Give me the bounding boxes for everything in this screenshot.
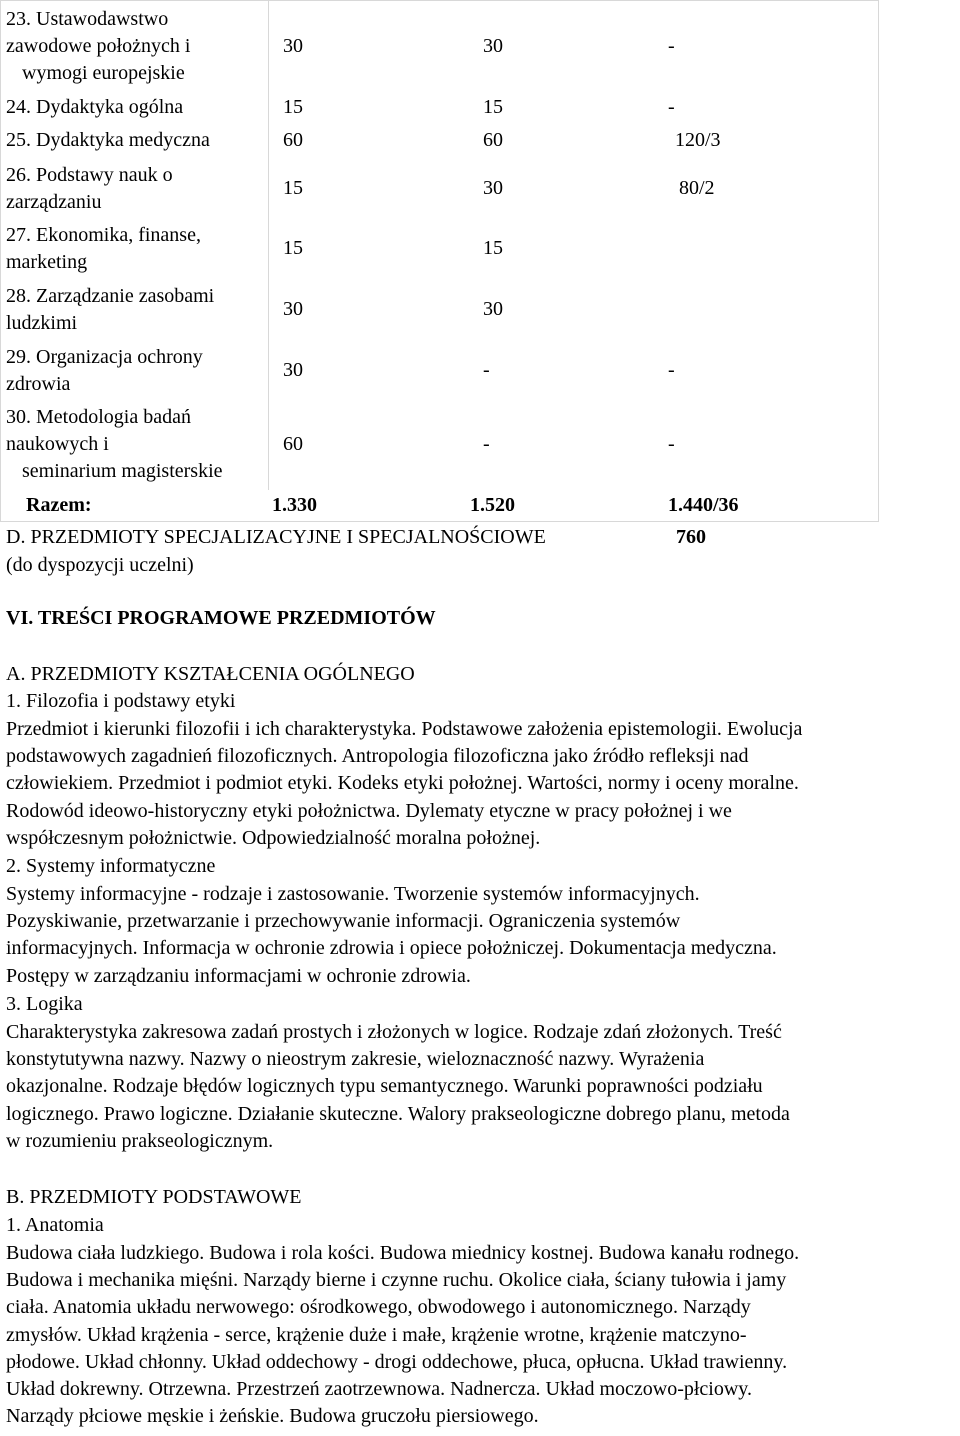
hours-cell: 15 xyxy=(483,96,503,118)
section-d-value: 760 xyxy=(676,526,706,548)
text-line: Charakterystyka zakresowa zadań prostych i złożonych w logice. Rodzaje zdań złożonych. Treść xyxy=(6,1021,782,1043)
text-line: w rozumieniu prakseologicznym. xyxy=(6,1129,274,1152)
text-line: logicznego. Prawo logiczne. Działanie skuteczne. Walory prakseologiczne dobrego planu, metoda xyxy=(6,1102,790,1125)
subject-heading: 1. Filozofia i podstawy etyki xyxy=(6,690,236,712)
table-border-col xyxy=(268,0,269,490)
text-line: okazjonalne. Rodzaje błędów logicznych typu semantycznego. Warunki poprawności podziału xyxy=(6,1075,763,1098)
text-line: współczesnym położnictwie. Odpowiedzialność moralna położnej. xyxy=(6,826,541,849)
subject-line: naukowych i xyxy=(6,433,109,455)
subject-line: seminarium magisterskie xyxy=(22,460,223,482)
subject-line: zawodowe położnych i xyxy=(6,35,191,57)
curriculum-table xyxy=(0,0,880,522)
section-b-heading: B. PRZEDMIOTY PODSTAWOWE xyxy=(6,1186,302,1208)
subject-line: wymogi europejskie xyxy=(22,62,185,84)
subject-heading: 3. Logika xyxy=(6,993,83,1015)
hours-cell: 30 xyxy=(483,177,503,199)
subject-heading: 1. Anatomia xyxy=(6,1214,104,1236)
table-border-left xyxy=(0,0,1,522)
subject-cell xyxy=(6,6,268,87)
hours-cell: - xyxy=(668,96,675,118)
subject-line: ludzkimi xyxy=(6,312,78,334)
hours-cell: 30 xyxy=(483,298,503,320)
total-cell: 1.330 xyxy=(272,494,317,516)
subject-line: 23. Ustawodawstwo xyxy=(6,8,169,30)
text-line: Układ dokrewny. Otrzewna. Przestrzeń zaotrzewnowa. Nadnercza. Układ moczowo-płciowy. xyxy=(6,1378,752,1401)
subject-heading: 2. Systemy informatyczne xyxy=(6,855,216,877)
hours-cell: 30 xyxy=(283,298,303,320)
subject-cell xyxy=(6,94,268,121)
subject-line: zdrowia xyxy=(6,373,71,395)
text-line: człowiekiem. Przedmiot i podmiot etyki. Kodeks etyki położnej. Wartości, normy i oceny moralne. xyxy=(6,772,799,795)
hours-cell: - xyxy=(483,359,490,381)
hours-cell: 60 xyxy=(483,129,503,151)
subject-description xyxy=(6,1240,954,1430)
subject-cell xyxy=(6,344,268,398)
table-border-bottom xyxy=(0,521,879,522)
hours-cell: 15 xyxy=(483,237,503,259)
subject-line: marketing xyxy=(6,251,88,273)
text-line: zmysłów. Układ krążenia - serce, krążenie duże i małe, krążenie wrotne, krążenie matczyno- xyxy=(6,1323,747,1346)
hours-cell: 120/3 xyxy=(675,129,721,151)
text-line: konstytutywna nazwy. Nazwy o nieostrym zakresie, wieloznaczność nazwy. Wyrażenia xyxy=(6,1048,705,1071)
subject-cell xyxy=(6,283,268,337)
text-line: Postępy w zarządzaniu informacjami w ochronie zdrowia. xyxy=(6,964,471,987)
text-line: Rodowód ideowo-historyczny etyki położnictwa. Dylematy etyczne w pracy położnej i we xyxy=(6,799,732,822)
subject-line: 27. Ekonomika, finanse, xyxy=(6,224,201,246)
subject-description xyxy=(6,1019,954,1155)
subject-cell xyxy=(6,222,268,276)
section-vi-heading: VI. TREŚCI PROGRAMOWE PRZEDMIOTÓW xyxy=(6,607,436,629)
subject-line: 28. Zarządzanie zasobami xyxy=(6,285,215,307)
text-line: informacyjnych. Informacja w ochronie zdrowia i opiece położniczej. Dokumentacja medyczna. xyxy=(6,937,777,960)
subject-cell xyxy=(6,127,268,154)
hours-cell: - xyxy=(668,35,675,57)
subject-description xyxy=(6,881,954,990)
subject-line: 29. Organizacja ochrony xyxy=(6,346,203,368)
section-d-note: (do dyspozycji uczelni) xyxy=(6,554,194,576)
total-label: Razem: xyxy=(26,494,92,516)
subject-description xyxy=(6,716,954,852)
hours-cell: - xyxy=(668,433,675,455)
hours-cell: 15 xyxy=(283,96,303,118)
hours-cell: - xyxy=(668,359,675,381)
text-line: Narządy płciowe męskie i żeńskie. Budowa gruczołu piersiowego. xyxy=(6,1405,539,1428)
hours-cell: 15 xyxy=(283,177,303,199)
subject-line: zarządzaniu xyxy=(6,191,102,213)
hours-cell: - xyxy=(483,433,490,455)
subject-cell xyxy=(6,162,268,216)
text-line: podstawowych zagadnień filozoficznych. Antropologia filozoficzna jako źródło refleksji nad xyxy=(6,745,749,768)
hours-cell: 60 xyxy=(283,433,303,455)
hours-cell: 15 xyxy=(283,237,303,259)
subject-line: 30. Metodologia badań xyxy=(6,406,191,428)
text-line: Przedmiot i kierunki filozofii i ich charakterystyka. Podstawowe założenia epistemologii. Ewolucja xyxy=(6,718,803,740)
total-cell: 1.520 xyxy=(470,494,515,516)
hours-cell: 60 xyxy=(283,129,303,151)
hours-cell: 30 xyxy=(483,35,503,57)
hours-cell: 30 xyxy=(283,359,303,381)
table-border-top xyxy=(0,0,879,1)
text-line: Budowa i mechanika mięśni. Narządy bierne i czynne ruchu. Okolice ciała, ściany tułowia i jamy xyxy=(6,1269,787,1292)
subject-line: 25. Dydaktyka medyczna xyxy=(6,129,210,151)
subject-cell xyxy=(6,404,268,485)
text-line: Systemy informacyjne - rodzaje i zastosowanie. Tworzenie systemów informacyjnych. xyxy=(6,883,700,905)
section-a-heading: A. PRZEDMIOTY KSZTAŁCENIA OGÓLNEGO xyxy=(6,663,415,685)
text-line: płodowe. Układ chłonny. Układ oddechowy - drogi oddechowe, płuca, opłucna. Układ trawienny. xyxy=(6,1350,788,1373)
total-cell: 1.440/36 xyxy=(668,494,739,516)
text-line: Pozyskiwanie, przetwarzanie i przechowywanie informacji. Ograniczenia systemów xyxy=(6,910,681,933)
subject-line: 26. Podstawy nauk o xyxy=(6,164,173,186)
table-border-right xyxy=(878,0,879,522)
subject-line: 24. Dydaktyka ogólna xyxy=(6,96,184,118)
text-line: ciała. Anatomia układu nerwowego: ośrodkowego, obwodowego i autonomicznego. Narządy xyxy=(6,1296,751,1319)
hours-cell: 80/2 xyxy=(679,177,715,199)
section-d-title: D. PRZEDMIOTY SPECJALIZACYJNE I SPECJALNOŚCIOWE xyxy=(6,526,546,548)
hours-cell: 30 xyxy=(283,35,303,57)
text-line: Budowa ciała ludzkiego. Budowa i rola kości. Budowa miednicy kostnej. Budowa kanału rodnego. xyxy=(6,1242,800,1264)
